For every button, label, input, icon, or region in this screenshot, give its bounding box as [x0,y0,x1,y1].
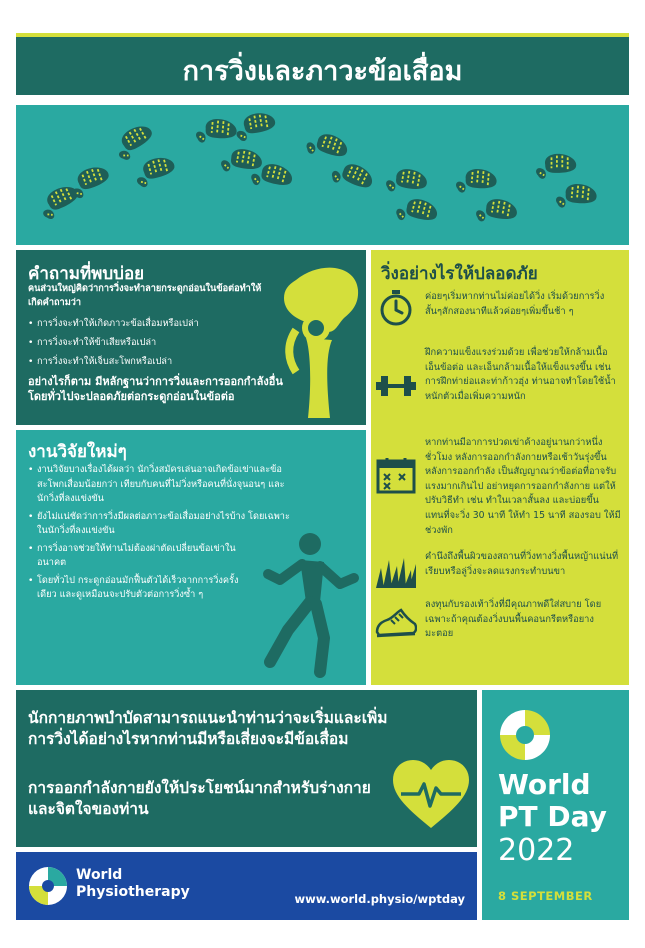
advice-line-2: การออกกำลังกายยังให้ประโยชน์มากสำหรับร่างกายและจิตใจของท่าน [28,779,371,818]
running-shoe-icon [375,606,417,642]
org-name-line-2: Physiotherapy [76,884,190,900]
stopwatch-icon [375,290,417,326]
event-date: 8 SEPTEMBER [498,889,593,903]
safety-tip-text: หากท่านมีอาการปวดเข่าค้างอยู่นานกว่าหนึ่งชั่วโมง หลังการออกกำลังกายหรือเช้าวันรุ่งขึ้นหลังการออกกำลัง เป็นสัญญาณว่าข้อต่อที่อาจรับแรงมากเกินไป อย่าหยุดการออกกำลังกาย แต่ให้ปรับวิธีทำ เช่น ทำในเวลาสั้นลง และบ่อยขึ้น แทนที่จะวิ่ง 30 นาที ให้ทำ 15 นาที สองรอบ ให้มีช่วงพัก [425,437,621,536]
website-link[interactable]: www.world.physio/wptday [294,892,465,906]
calendar-icon [375,458,417,494]
research-panel [16,430,366,685]
faq-heading: คำถามที่พบบ่อย [28,264,145,284]
safety-tip-text: ฝึกความแข็งแรงร่วมด้วย เพื่อช่วยให้กล้ามเนื้อ เอ็นข้อต่อ และเอ็นกล้ามเนื้อให้แข็งแรงขึ้น เช่น การฝึกท่าย่อและท่าก้าวฮุ่ง ท่านอาจทำโดยใช้น้ำหนักตัวเมื่อเพิ่มความหนัก [425,347,616,402]
faq-conclusion: อย่างไรก็ตาม มีหลักฐานว่าการวิ่งและการออกกำลังอื่น โดยทั่วไปจะปลอดภัยต่อกระดูกอ่อนในข้อต่อ [28,375,283,403]
research-list [28,463,293,603]
footer-band [16,852,477,920]
event-name-line-1: World [498,768,591,801]
event-year: 2022 [498,833,575,868]
list-item: • การวิ่งจะทำให้เกิดภาวะข้อเสื่อมหรือเปล่า [28,314,268,333]
footprints-icon [16,105,629,245]
faq-panel [16,250,366,425]
wpt-day-logo-icon [498,708,552,762]
title-banner [16,33,629,95]
world-pt-day-panel [482,690,629,920]
heart-pulse-icon [391,758,471,830]
safety-tip-text: คำนึงถึงพื้นผิวของสถานที่วิ่งทางวิ่งพื้นหญ้าแน่นที่เรียบหรือลู่วิ่งจะลดแรงกระทำบนขา [425,551,619,577]
safety-heading: วิ่งอย่างไรให้ปลอดภัย [381,264,538,284]
research-heading: งานวิจัยใหม่ๆ [28,442,127,462]
list-item: • การวิ่งอาจช่วยให้ท่านไม่ต้องผ่าตัดเปลี่ยนข้อเข่าในอนาคต [28,542,263,571]
page-title: การวิ่งและภาวะข้อเสื่อม [182,56,463,87]
advice-line-1: นักกายภาพบำบัดสามารถแนะนำท่านว่าจะเริ่มและเพิ่มการวิ่งได้อย่างไรหากท่านมีหรือเสี่ยงจะมีข้อเสื่อม [28,709,388,748]
safety-panel [371,250,629,685]
faq-intro: คนส่วนใหญ่คิดว่าการวิ่งจะทำลายกระดูกอ่อนในข้อต่อทำให้เกิดคำถามว่า [28,283,262,308]
list-item: • การวิ่งจะทำให้ข้าเสียหรือเปล่า [28,333,268,352]
safety-tip-text: ลงทุนกับรองเท้าวิ่งที่มีคุณภาพดีใส่สบาย โดยเฉพาะถ้าคุณต้องวิ่งบนพื้นคอนกรีตหรือยางมะตอย [425,599,602,640]
org-name-line-1: World [76,867,123,883]
list-item: • งานวิจัยบางเรื่องได้ผลว่า นักวิ่งสมัครเล่นอาจเกิดข้อเข่าและข้อสะโพกเสื่อมน้อยกว่า เทียบกับคนที่ไม่วิ่งหรือคนที่นั่งจุนอนๆ และนักวิ่งที่ลงแข่งขัน [28,463,293,507]
grass-icon [375,554,417,590]
world-physiotherapy-logo-icon [28,866,68,906]
event-name-line-2: PT Day [498,800,607,833]
footprints-banner [16,105,629,245]
advice-panel [16,690,477,847]
dumbbell-icon [375,368,417,404]
list-item: • ยังไม่แน่ชัดว่าการวิ่งมีผลต่อภาวะข้อเสื่อมอย่างไรบ้าง โดยเฉพาะในนักวิ่งที่ลงแข่งขัน [28,510,293,539]
safety-tip-text: ค่อยๆเริ่มหากท่านไม่ค่อยได้วิ่ง เริ่มด้วยการวิ่งสั้นๆสักสองนาทีแล้วค่อยๆเพิ่มขึ้นช้า ๆ [425,291,605,317]
list-item: • การวิ่งจะทำให้เจ็บสะโพกหรือเปล่า [28,352,268,371]
list-item: • โดยทั่วไป กระดูกอ่อนมักฟื้นตัวได้เร็วจากการวิ่งครั้งเดียว และดูเหมือนจะปรับตัวต่อการวิ่งซ้ำ ๆ [28,574,253,603]
faq-question-list [28,314,268,371]
